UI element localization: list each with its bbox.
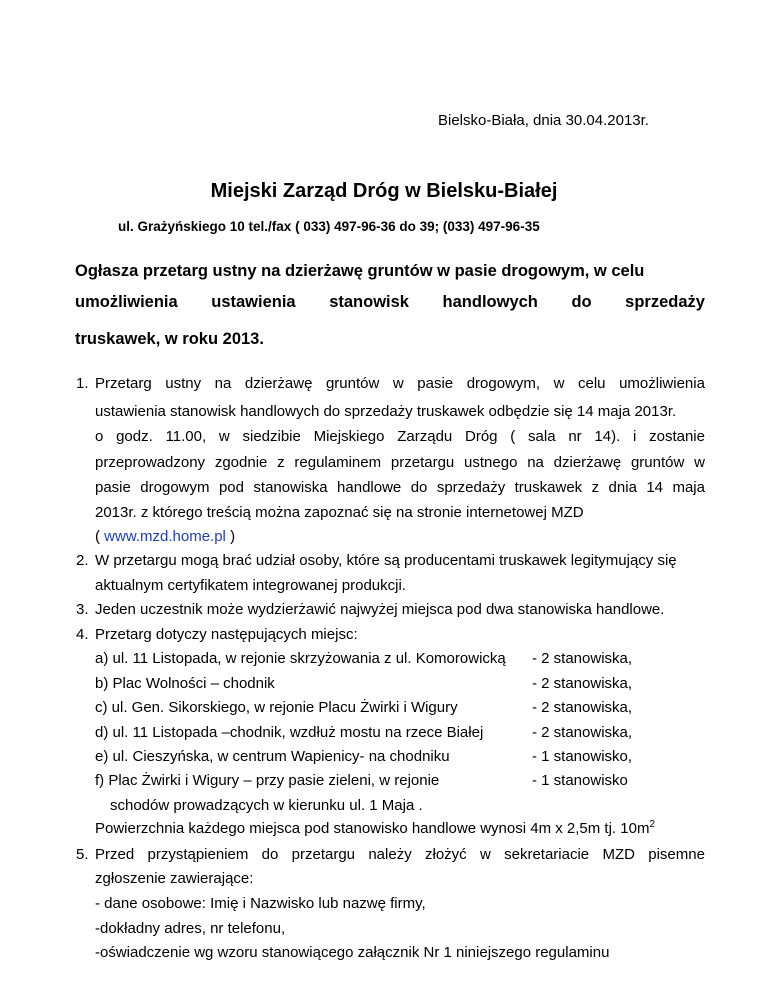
item-3-line-1: Jeden uczestnik może wydzierżawić najwyżej miejsca pod dwa stanowiska handlowe. xyxy=(95,601,665,618)
item-5-line-3: - dane osobowe: Imię i Nazwisko lub nazwę firmy, xyxy=(95,895,426,912)
word: z xyxy=(591,479,600,496)
word: pisemne xyxy=(648,846,705,863)
word: zostanie xyxy=(649,428,705,445)
word: pod xyxy=(218,479,244,496)
word: przeprowadzony xyxy=(95,454,206,471)
word: ustnego xyxy=(464,454,518,471)
word: maja xyxy=(672,479,705,496)
word: celu xyxy=(577,375,606,392)
announcement-word: umożliwienia xyxy=(75,293,178,311)
item-1-line-1 xyxy=(95,375,705,392)
area-superscript: 2 xyxy=(649,819,655,830)
word: umożliwienia xyxy=(619,375,705,392)
announcement-word: do xyxy=(571,293,592,311)
word: ( xyxy=(510,428,516,445)
word: gruntów xyxy=(325,375,380,392)
word: w xyxy=(392,375,404,392)
location-c-count: - 2 stanowiska, xyxy=(532,699,633,716)
word: Zarządu xyxy=(397,428,453,445)
area-line xyxy=(95,820,655,837)
organization-title: Miejski Zarząd Dróg w Bielsku-Białej xyxy=(210,180,558,202)
announcement-line-3: truskawek, w roku 2013. xyxy=(75,330,264,348)
word: w xyxy=(479,846,491,863)
word: na xyxy=(527,454,544,471)
word: w xyxy=(553,375,565,392)
word: drogowym xyxy=(140,479,210,496)
item-5-line-2: zgłoszenie zawierające: xyxy=(95,870,254,887)
word: truskawek xyxy=(514,479,583,496)
item-2-line-1: W przetargu mogą brać udział osoby, które są producentami truskawek legitymujący się xyxy=(95,552,677,569)
item-1-line-4 xyxy=(95,454,705,471)
location-e-count: - 1 stanowisko, xyxy=(532,748,633,765)
word: Dróg xyxy=(465,428,498,445)
word: handlowe xyxy=(337,479,402,496)
item-2-number: 2. xyxy=(76,552,89,569)
word: godz. xyxy=(116,428,153,445)
location-b-count: - 2 stanowiska, xyxy=(532,675,633,692)
word: na xyxy=(214,375,232,392)
word: Miejskiego xyxy=(313,428,385,445)
location-d: d) ul. 11 Listopada –chodnik, wzdłuż mostu na rzece Białej xyxy=(95,724,484,741)
mzd-website-link[interactable]: www.mzd.home.pl xyxy=(104,528,226,545)
item-5-line-1 xyxy=(95,846,705,863)
word: sprzedaży xyxy=(436,479,506,496)
item-1-line-2: ustawienia stanowisk handlowych do sprzedaży truskawek odbędzie się 14 maja 2013r. xyxy=(95,403,677,420)
word: Przetarg xyxy=(95,375,152,392)
paren-close: ) xyxy=(230,528,236,545)
location-b: b) Plac Wolności – chodnik xyxy=(95,675,275,692)
announcement-word: ustawienia xyxy=(211,293,296,311)
word: Przed xyxy=(95,846,135,863)
word: zgodnie xyxy=(214,454,268,471)
item-1-line-5 xyxy=(95,479,705,496)
word: MZD xyxy=(602,846,635,863)
location-e: e) ul. Cieszyńska, w centrum Wapienicy- na chodniku xyxy=(95,748,450,765)
item-2-line-2: aktualnym certyfikatem integrowanej produkcji. xyxy=(95,577,406,594)
word: w xyxy=(694,454,705,471)
word: z xyxy=(277,454,285,471)
word: nr xyxy=(568,428,582,445)
word: przetargu xyxy=(390,454,455,471)
item-5-line-4: -dokładny adres, nr telefonu, xyxy=(95,920,286,937)
paren-open: ( xyxy=(95,528,100,545)
location-f-continuation: schodów prowadzących w kierunku ul. 1 Maja . xyxy=(110,797,423,814)
word: dzierżawę xyxy=(553,454,622,471)
area-text: Powierzchnia każdego miejsca pod stanowisko handlowe wynosi 4m x 2,5m tj. 10m xyxy=(95,820,650,837)
word: stanowiska xyxy=(253,479,328,496)
word: sekretariacie xyxy=(504,846,590,863)
item-4-number: 4. xyxy=(76,626,89,643)
word: sala xyxy=(528,428,556,445)
item-5-line-5: -oświadczenie wg wzoru stanowiącego załącznik Nr 1 niniejszego regulaminu xyxy=(95,944,610,961)
word: siedzibie xyxy=(242,428,301,445)
word: należy xyxy=(368,846,412,863)
location-f-count: - 1 stanowisko xyxy=(532,772,628,789)
announcement-word: stanowisk xyxy=(329,293,409,311)
word: drogowym, xyxy=(466,375,541,392)
item-3-number: 3. xyxy=(76,601,89,618)
location-f: f) Plac Żwirki i Wigury – przy pasie zieleni, w rejonie xyxy=(95,772,440,789)
word: dzierżawę xyxy=(244,375,313,392)
location-a: a) ul. 11 Listopada, w rejonie skrzyżowania z ul. Komorowicką xyxy=(95,650,506,667)
word: w xyxy=(218,428,230,445)
word: i xyxy=(633,428,637,445)
word: 14). xyxy=(594,428,621,445)
word: regulaminem xyxy=(294,454,382,471)
item-1-line-6: 2013r. z którego treścią można zapoznać się na stronie internetowej MZD xyxy=(95,504,584,521)
announcement-line-2 xyxy=(75,293,705,312)
announcement-word: sprzedaży xyxy=(625,293,705,311)
organization-address: ul. Grażyńskiego 10 tel./fax ( 033) 497-96-36 do 39; (033) 497-96-35 xyxy=(118,219,540,234)
word: 11.00, xyxy=(165,428,207,445)
location-a-count: - 2 stanowiska, xyxy=(532,650,633,667)
word: złożyć xyxy=(424,846,467,863)
location-c: c) ul. Gen. Sikorskiego, w rejonie Placu Żwirki i Wigury xyxy=(95,699,458,716)
word: do xyxy=(410,479,428,496)
date-line: Bielsko-Biała, dnia 30.04.2013r. xyxy=(438,112,649,129)
word: ustny xyxy=(165,375,202,392)
item-4-line-1: Przetarg dotyczy następujących miejsc: xyxy=(95,626,358,643)
word: o xyxy=(95,428,104,445)
word: 14 xyxy=(646,479,664,496)
announcement-line-1: Ogłasza przetarg ustny na dzierżawę gruntów w pasie drogowym, w celu xyxy=(75,262,645,280)
word: dnia xyxy=(608,479,637,496)
item-1-number: 1. xyxy=(76,375,89,392)
item-1-line-3 xyxy=(95,428,705,445)
word: pasie xyxy=(95,479,131,496)
word: gruntów xyxy=(630,454,685,471)
item-1-line-7 xyxy=(95,528,705,545)
item-5-number: 5. xyxy=(76,846,89,863)
word: pasie xyxy=(417,375,454,392)
location-d-count: - 2 stanowiska, xyxy=(532,724,633,741)
word: przystąpieniem xyxy=(147,846,249,863)
announcement-word: handlowych xyxy=(442,293,538,311)
word: do xyxy=(261,846,279,863)
word: przetargu xyxy=(291,846,356,863)
